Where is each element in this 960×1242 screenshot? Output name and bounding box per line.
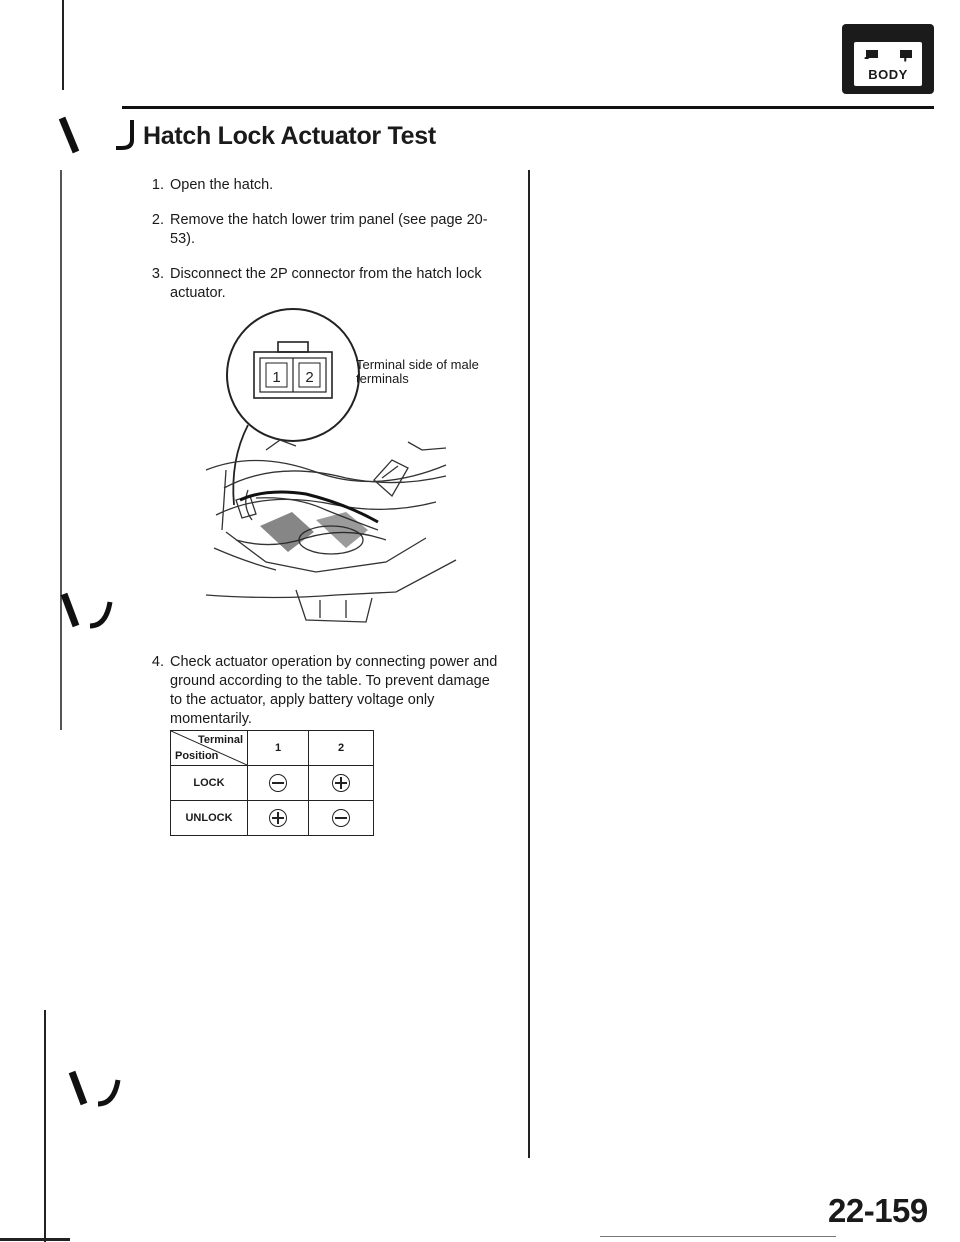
scan-edge-mark [62,0,64,90]
cell-terminal-2 [309,766,374,801]
step-text: Check actuator operation by connecting power and ground according to the table. To prevent damage to the actuator, apply battery voltage only momentarily. [170,654,498,727]
cell-terminal-1 [248,766,309,801]
scan-edge-mark [0,1238,70,1241]
header-rule [122,106,934,109]
header-terminal: Terminal [197,734,243,746]
badge-label: BODY [868,67,908,82]
step-number: 4. [151,654,164,670]
connector-pin: 2 [305,369,314,386]
header-col-1: 1 [248,731,309,766]
table-row [171,766,374,801]
scan-hook-mark [58,588,120,634]
terminal-side-label: Terminal side of male terminals [356,357,479,386]
scan-edge-mark [60,170,62,730]
header-col-2: 2 [309,731,374,766]
step-number: 2. [151,212,164,228]
badge-minus: - [864,49,870,66]
actuator-body [260,512,368,552]
row-label: LOCK [171,766,248,801]
cell-terminal-1 [248,801,309,836]
row-label: UNLOCK [171,801,248,836]
scan-edge-mark [44,1010,46,1242]
leader-line [233,425,248,505]
connector-face-icon [254,342,332,398]
column-divider [528,170,530,1158]
table-header-diagonal-cell [171,731,248,766]
harness-wire [240,492,378,522]
plus-icon [269,809,287,827]
actuator-illustration [196,300,486,640]
connector-pin: 1 [272,369,281,386]
step-number: 3. [151,266,164,282]
step-text: Remove the hatch lower trim panel (see page 20-53). [170,212,488,247]
cell-terminal-2 [309,801,374,836]
minus-icon [269,774,287,792]
badge-plus: + [900,47,911,67]
terminal-position-table [170,730,374,836]
plus-icon [332,774,350,792]
page-number: 22-159 [828,1192,928,1229]
minus-icon [332,809,350,827]
step-text: Disconnect the 2P connector from the hatch lock actuator. [170,266,482,301]
header-position: Position [175,750,219,762]
step-number: 1. [151,177,164,193]
body-section-badge [842,24,934,94]
title-hook-icon [112,118,138,152]
step-text: Open the hatch. [170,177,274,193]
footer-rule [600,1236,836,1237]
table-row [171,801,374,836]
scan-hook-mark [66,1066,128,1112]
page-title: Hatch Lock Actuator Test [143,122,436,150]
table-header-row [171,731,374,766]
scan-hook-mark [56,112,96,162]
battery-icon [854,42,922,86]
